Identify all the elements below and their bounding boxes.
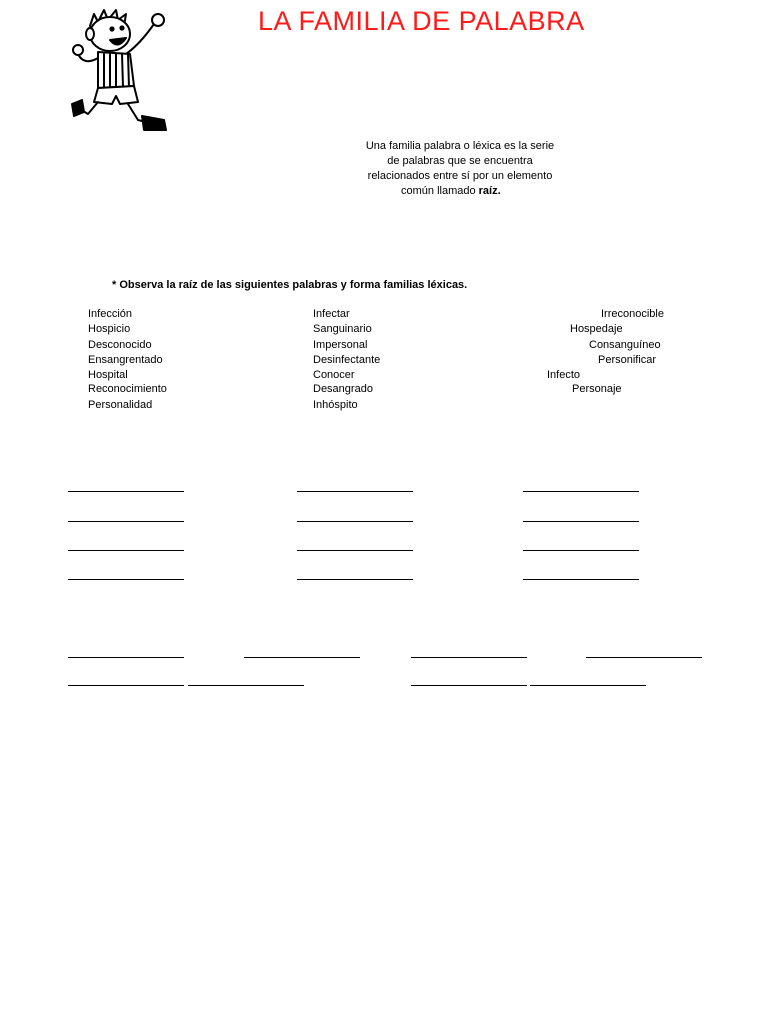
word-item: Personalidad xyxy=(88,399,153,411)
answer-blank[interactable] xyxy=(68,521,184,522)
word-item: Desangrado xyxy=(313,383,373,395)
running-boy-icon xyxy=(68,4,180,138)
answer-blank[interactable] xyxy=(68,579,184,580)
answer-blank[interactable] xyxy=(68,657,184,658)
word-item: Impersonal xyxy=(313,339,368,351)
answer-blank[interactable] xyxy=(297,521,413,522)
word-item: Ensangrentado xyxy=(88,354,163,366)
root-keyword: raíz. xyxy=(478,185,501,197)
definition-paragraph xyxy=(340,139,580,199)
intro-text: común llamado xyxy=(401,185,479,197)
exercise-instruction: * Observa la raíz de las siguientes palabras y forma familias léxicas. xyxy=(112,279,468,291)
word-item: Reconocimiento xyxy=(88,383,167,395)
answer-blank[interactable] xyxy=(586,657,702,658)
intro-line xyxy=(340,184,580,199)
answer-blank[interactable] xyxy=(297,550,413,551)
word-item: Infección xyxy=(88,308,133,320)
answer-blank[interactable] xyxy=(411,657,527,658)
answer-blank[interactable] xyxy=(68,685,184,686)
word-item: Infecto xyxy=(547,369,581,381)
word-item: Hospital xyxy=(88,369,128,381)
page-title: LA FAMILIA DE PALABRA xyxy=(258,6,585,36)
answer-blank[interactable] xyxy=(297,579,413,580)
word-item: Sanguinario xyxy=(313,323,372,335)
answer-blank[interactable] xyxy=(411,685,527,686)
word-item: Desinfectante xyxy=(313,354,381,366)
answer-blank[interactable] xyxy=(523,579,639,580)
answer-blank[interactable] xyxy=(523,491,639,492)
answer-blank[interactable] xyxy=(68,491,184,492)
answer-blank[interactable] xyxy=(297,491,413,492)
answer-blank[interactable] xyxy=(523,521,639,522)
intro-line: relacionados entre sí por un elemento xyxy=(367,170,553,182)
word-item: Hospicio xyxy=(88,323,131,335)
word-item: Irreconocible xyxy=(601,308,664,320)
word-item: Infectar xyxy=(313,308,350,320)
word-item: Hospedaje xyxy=(570,323,623,335)
intro-line: de palabras que se encuentra xyxy=(387,155,533,167)
answer-blank[interactable] xyxy=(188,685,304,686)
intro-line: Una familia palabra o léxica es la serie xyxy=(365,140,555,152)
word-item: Consanguíneo xyxy=(589,339,661,351)
word-item: Desconocido xyxy=(88,339,152,351)
answer-blank[interactable] xyxy=(68,550,184,551)
word-item: Personaje xyxy=(572,383,622,395)
answer-blank[interactable] xyxy=(530,685,646,686)
answer-blank[interactable] xyxy=(523,550,639,551)
word-item: Personificar xyxy=(598,354,657,366)
word-item: Conocer xyxy=(313,369,355,381)
word-item: Inhóspito xyxy=(313,399,358,411)
answer-blank[interactable] xyxy=(244,657,360,658)
